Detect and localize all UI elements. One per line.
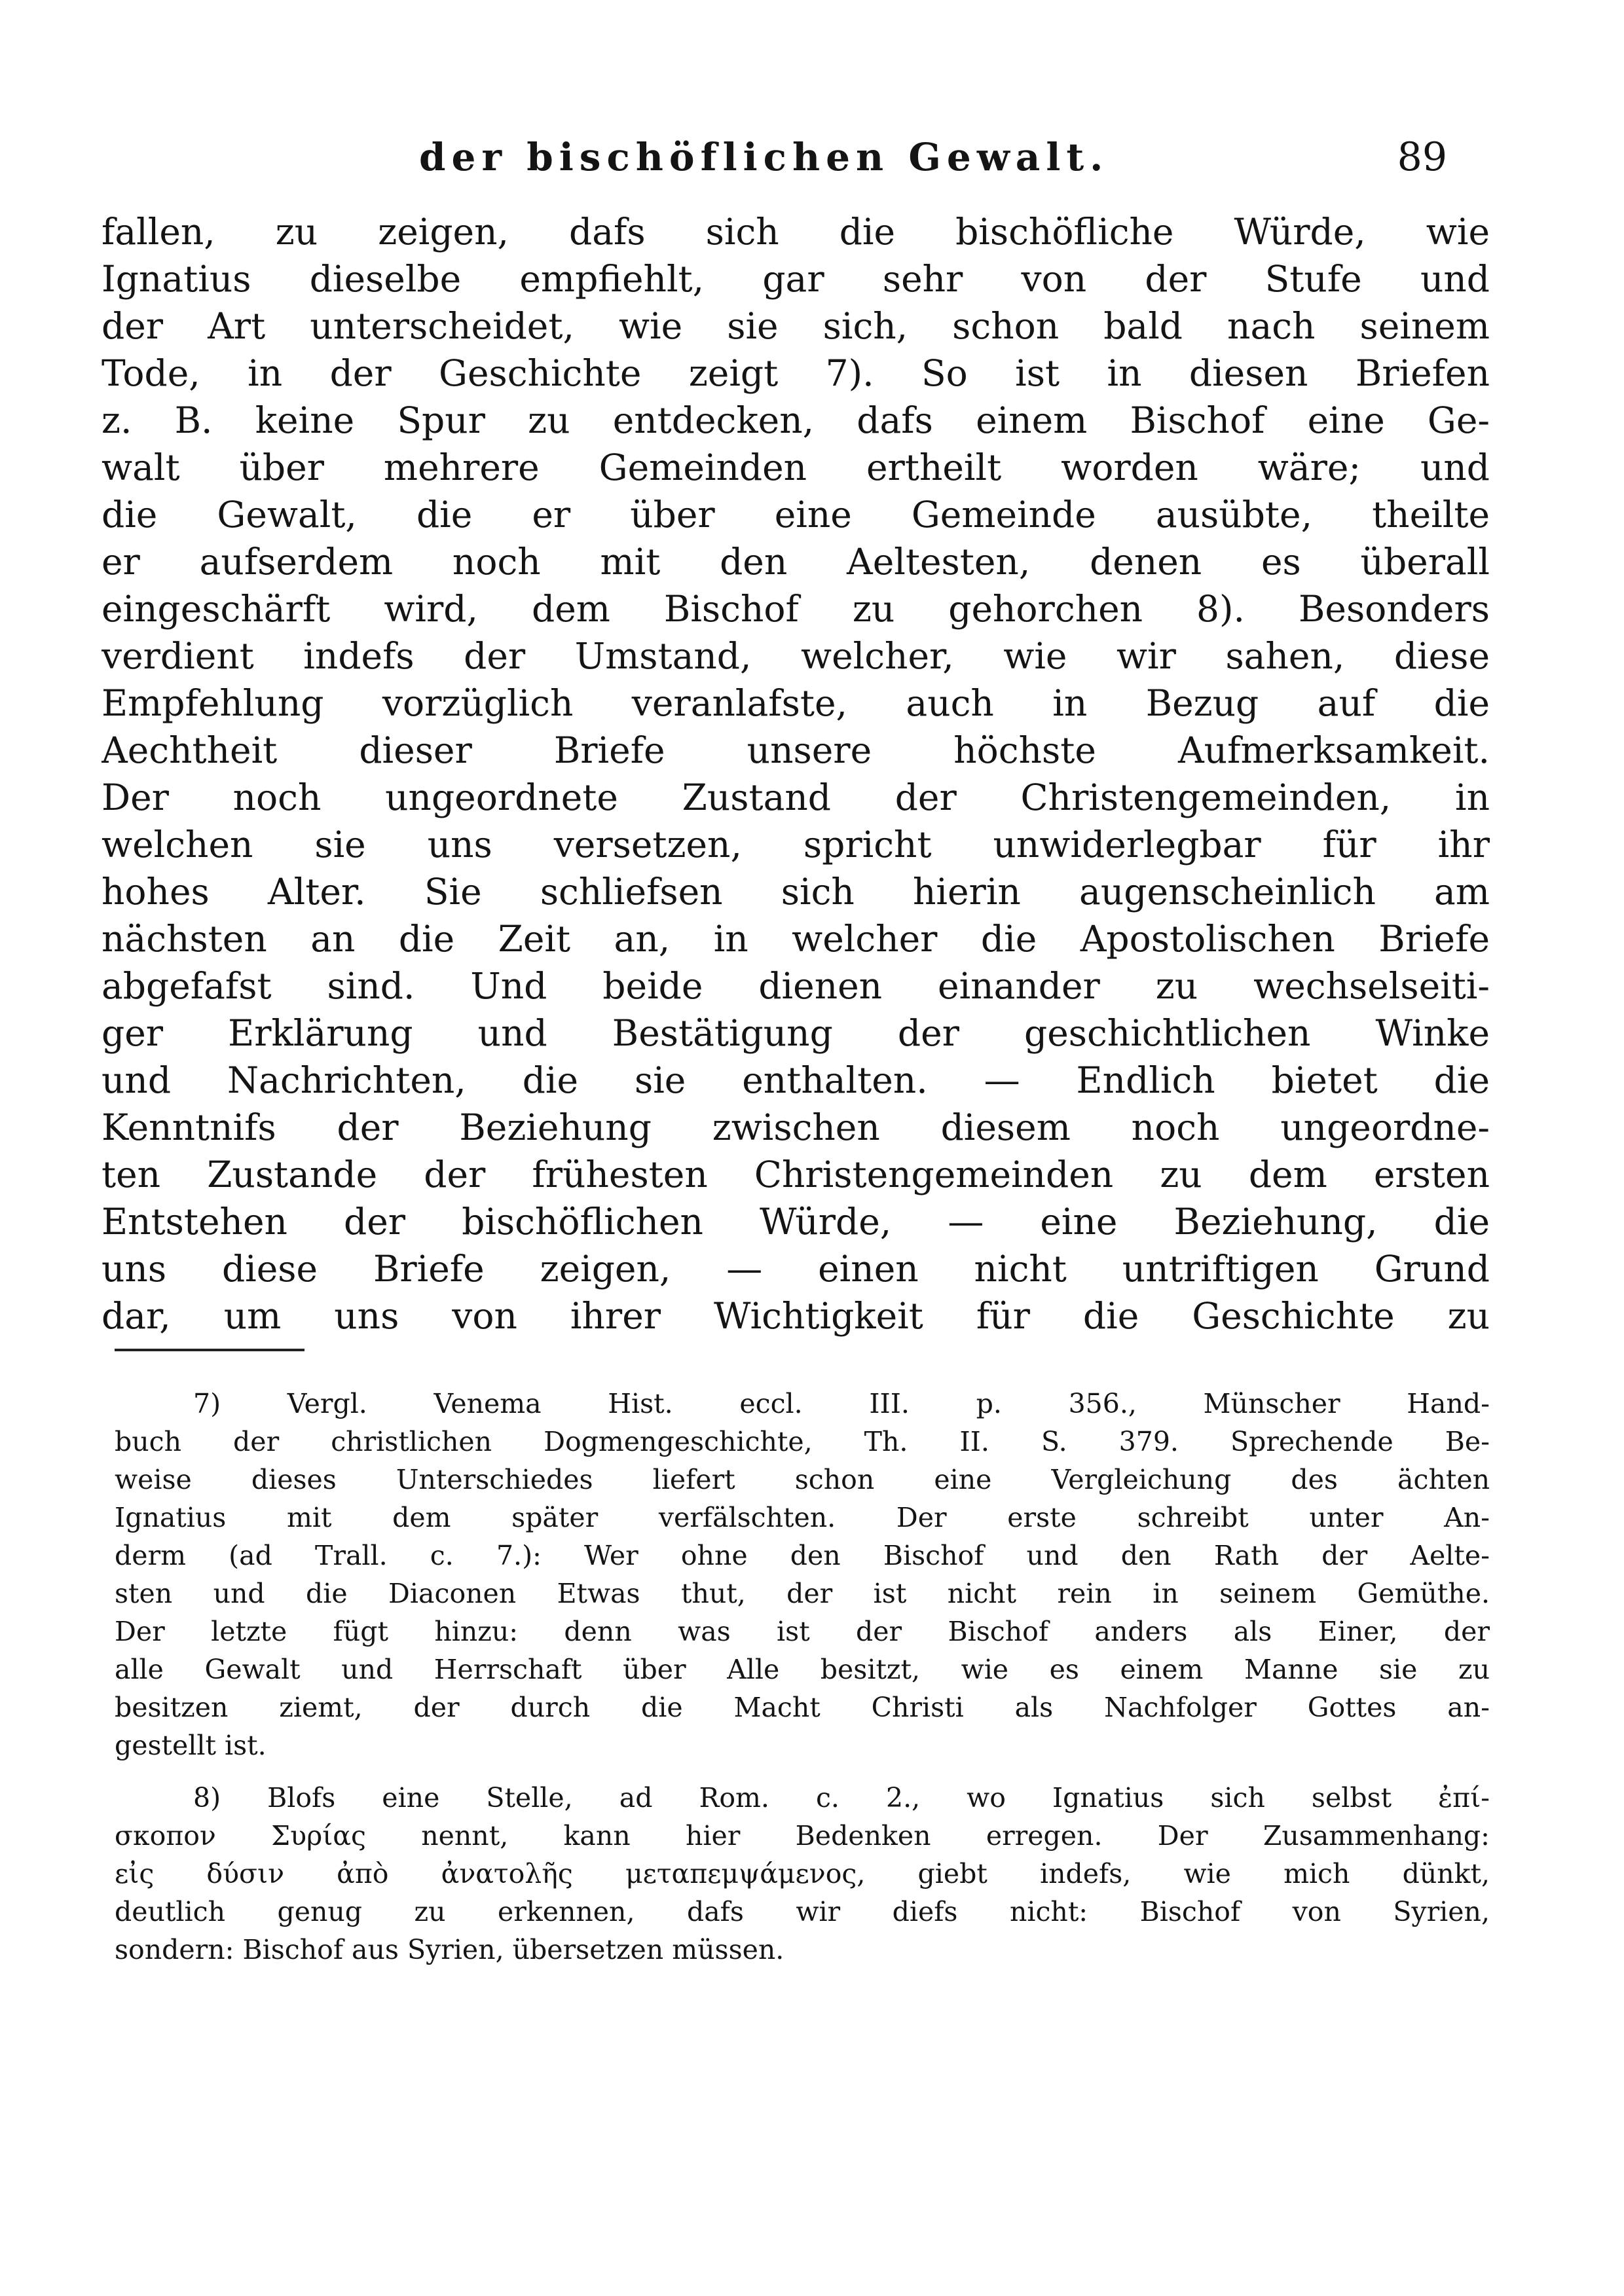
footnote-8 (115, 1779, 1490, 1969)
body-line: walt über mehrere Gemeinden ertheilt worden wäre; und (101, 446, 1490, 488)
footnote-line: derm (ad Trall. c. 7.): Wer ohne den Bischof und den Rath der Aelte- (115, 1540, 1490, 1571)
body-line: Kenntnifs der Beziehung zwischen diesem noch ungeordne- (101, 1106, 1490, 1148)
page-number: 89 (1397, 134, 1447, 180)
body-line: Empfehlung vorzüglich veranlafste, auch in Bezug auf die (101, 682, 1490, 724)
body-line: Aechtheit dieser Briefe unsere höchste Aufmerksamkeit. (101, 729, 1490, 771)
body-line: ten Zustande der frühesten Christengemeinden zu dem ersten (101, 1154, 1490, 1195)
body-line: Tode, in der Geschichte zeigt 7). So ist in diesen Briefen (101, 352, 1490, 394)
footnote-line: gestellt ist. (115, 1730, 267, 1761)
footnote-7 (115, 1385, 1490, 1764)
footnote-line: weise dieses Unterschiedes liefert schon eine Vergleichung des ächten (115, 1464, 1490, 1495)
body-line: verdient indefs der Umstand, welcher, wie wir sahen, diese (101, 635, 1490, 677)
body-line: uns diese Briefe zeigen, — einen nicht untriftigen Grund (101, 1248, 1490, 1290)
body-line: dar, um uns von ihrer Wichtigkeit für die Geschichte zu (101, 1295, 1490, 1337)
footnote-line: besitzen ziemt, der durch die Macht Christi als Nachfolger Gottes an- (115, 1692, 1490, 1723)
footnote-rule (115, 1349, 304, 1351)
body-line: Ignatius dieselbe empfiehlt, gar sehr von der Stufe und (101, 258, 1490, 300)
body-line: eingeschärft wird, dem Bischof zu gehorchen 8). Besonders (101, 588, 1490, 630)
body-line: hohes Alter. Sie schliefsen sich hierin augenscheinlich am (101, 871, 1490, 913)
body-line: Entstehen der bischöflichen Würde, — eine Beziehung, die (101, 1201, 1490, 1243)
footnote-line: 8) Blofs eine Stelle, ad Rom. c. 2., wo Ignatius sich selbst ἐπί- (193, 1782, 1490, 1813)
body-line: ger Erklärung und Bestätigung der geschichtlichen Winke (101, 1012, 1490, 1054)
footnote-line: sondern: Bischof aus Syrien, übersetzen müssen. (115, 1934, 784, 1965)
footnote-line: σκοπον Συρίας nennt, kann hier Bedenken erregen. Der Zusammenhang: (115, 1820, 1490, 1851)
footnote-line: Der letzte fügt hinzu: denn was ist der Bischof anders als Einer, der (115, 1616, 1490, 1647)
footnote-gap (115, 1764, 1490, 1779)
body-line: er aufserdem noch mit den Aeltesten, denen es überall (101, 541, 1490, 583)
body-line: fallen, zu zeigen, dafs sich die bischöfliche Würde, wie (101, 211, 1490, 253)
body-text (101, 208, 1490, 1339)
footnote-line: Ignatius mit dem später verfälschten. Der erste schreibt unter An- (115, 1502, 1490, 1533)
body-line: und Nachrichten, die sie enthalten. — Endlich bietet die (101, 1059, 1490, 1101)
footnote-line: 7) Vergl. Venema Hist. eccl. III. p. 356., Münscher Hand- (193, 1388, 1490, 1419)
body-line: welchen sie uns versetzen, spricht unwiderlegbar für ihr (101, 824, 1490, 866)
body-line: nächsten an die Zeit an, in welcher die Apostolischen Briefe (101, 918, 1490, 960)
body-line: Der noch ungeordnete Zustand der Christengemeinden, in (101, 776, 1490, 818)
footnote-line: buch der christlichen Dogmengeschichte, Th. II. S. 379. Sprechende Be- (115, 1426, 1490, 1457)
footnotes (115, 1385, 1490, 1969)
footnote-line: sten und die Diaconen Etwas thut, der ist nicht rein in seinem Gemüthe. (115, 1578, 1490, 1609)
footnote-line: εἰς δύσιν ἀπὸ ἀνατολῆς μεταπεμψάμενος, giebt indefs, wie mich dünkt, (115, 1858, 1490, 1889)
body-line: z. B. keine Spur zu entdecken, dafs einem Bischof eine Ge- (101, 399, 1490, 441)
running-head (98, 128, 1473, 187)
footnote-line: alle Gewalt und Herrschaft über Alle besitzt, wie es einem Manne sie zu (115, 1654, 1490, 1685)
body-line: der Art unterscheidet, wie sie sich, schon bald nach seinem (101, 305, 1490, 347)
body-line: die Gewalt, die er über eine Gemeinde ausübte, theilte (101, 494, 1490, 536)
running-title: der bischöflichen Gewalt. (419, 135, 1109, 179)
body-line: abgefafst sind. Und beide dienen einander zu wechselseiti- (101, 965, 1490, 1007)
footnote-line: deutlich genug zu erkennen, dafs wir diefs nicht: Bischof von Syrien, (115, 1896, 1490, 1927)
